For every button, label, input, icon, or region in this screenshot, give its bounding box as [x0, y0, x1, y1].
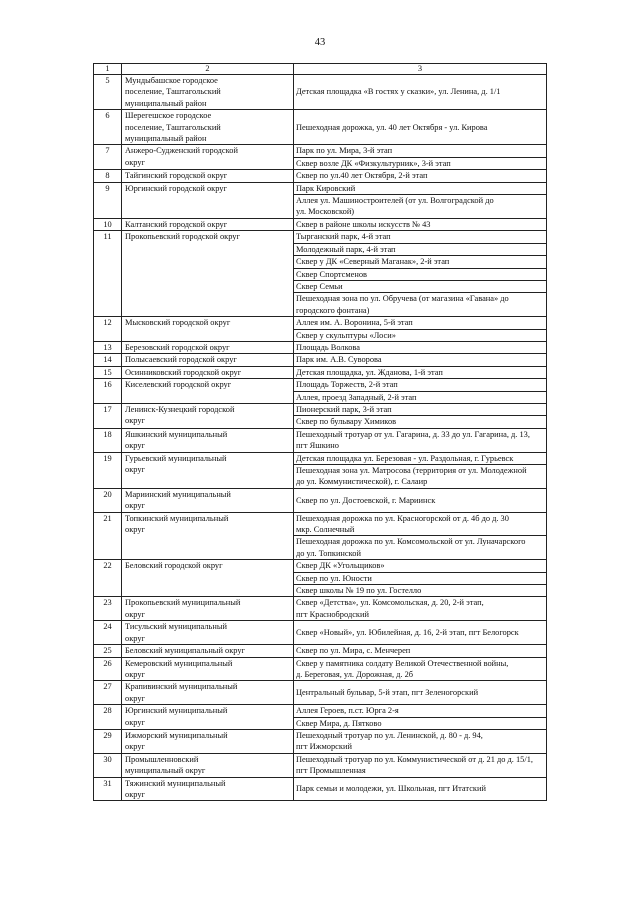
object-cell: Пешеходный тротуар по ул. Ленинской, д. 80 - д. 94, пгт Ижморский: [294, 729, 547, 753]
object-cell: Пешеходная дорожка по ул. Красногорской от д. 4б до д. 30 мкр. Солнечный: [294, 512, 547, 536]
table-row: [94, 597, 547, 621]
municipality-cell: Ижморский муниципальный округ: [122, 729, 294, 753]
row-number: 25: [94, 645, 122, 657]
row-number: 28: [94, 705, 122, 730]
object-cell: Пешеходный тротуар от ул. Гагарина, д. 33 до ул. Гагарина, д. 13, пгт Яшкино: [294, 428, 547, 452]
object-cell: Аллея Героев, п.ст. Юрга 2-я: [294, 705, 547, 717]
table-row: [94, 231, 547, 243]
object-cell: Сквер по ул.40 лет Октября, 2-й этап: [294, 170, 547, 182]
object-cell: Сквер ДК «Угольщиков»: [294, 560, 547, 572]
page-number: 43: [314, 37, 326, 48]
municipality-cell: Ленинск-Кузнецкий городской округ: [122, 403, 294, 428]
municipality-cell: Тайгинский городской округ: [122, 170, 294, 182]
object-cell: Сквер по бульвару Химиков: [294, 416, 547, 428]
municipality-cell: Осинниковский городской округ: [122, 366, 294, 378]
table-row: [94, 452, 547, 464]
municipality-cell: Мысковский городской округ: [122, 317, 294, 342]
object-cell: Пешеходная зона по ул. Обручева (от магазина «Гавана» до городского фонтана): [294, 293, 547, 317]
object-cell: Аллея ул. Машиностроителей (от ул. Волгоградской до ул. Московской): [294, 195, 547, 219]
table-row: [94, 145, 547, 157]
municipality-cell: Беловский муниципальный округ: [122, 645, 294, 657]
object-cell: Сквер «Новый», ул. Юбилейная, д. 16, 2-й этап, пгт Белогорск: [294, 621, 547, 645]
object-cell: Тырганский парк, 4-й этап: [294, 231, 547, 243]
row-number: 16: [94, 379, 122, 404]
row-number: 24: [94, 621, 122, 645]
municipality-cell: Мариинский муниципальный округ: [122, 488, 294, 512]
municipality-cell: Крапивинский муниципальный округ: [122, 681, 294, 705]
municipality-cell: Промышленновский муниципальный округ: [122, 753, 294, 777]
municipality-cell: Топкинский муниципальный округ: [122, 512, 294, 560]
object-cell: Сквер Семьи: [294, 280, 547, 292]
municipality-cell: Киселевский городской округ: [122, 379, 294, 404]
row-number: 8: [94, 170, 122, 182]
object-cell: Сквер у скульптуры «Лоси»: [294, 329, 547, 341]
table-row: [94, 354, 547, 366]
table-row: [94, 657, 547, 681]
object-cell: Пешеходная дорожка, ул. 40 лет Октября - ул. Кирова: [294, 110, 547, 145]
table-row: [94, 341, 547, 353]
row-number: 17: [94, 403, 122, 428]
object-cell: Парк им. А.В. Суворова: [294, 354, 547, 366]
row-number: 14: [94, 354, 122, 366]
table-row: [94, 729, 547, 753]
table-row: [94, 317, 547, 329]
table-row: [94, 170, 547, 182]
row-number: 6: [94, 110, 122, 145]
row-number: 12: [94, 317, 122, 342]
row-number: 5: [94, 75, 122, 110]
objects-table: [93, 63, 547, 801]
municipality-cell: Прокопьевский городской округ: [122, 231, 294, 317]
object-cell: Пешеходный тротуар по ул. Коммунистической от д. 21 до д. 15/1, пгт Промышленная: [294, 753, 547, 777]
row-number: 18: [94, 428, 122, 452]
object-cell: Сквер по ул. Юности: [294, 572, 547, 584]
row-number: 22: [94, 560, 122, 597]
object-cell: Сквер по ул. Мира, с. Менчереп: [294, 645, 547, 657]
object-cell: Площадь Торжеств, 2-й этап: [294, 379, 547, 391]
table-row: [94, 560, 547, 572]
object-cell: Аллея, проезд Западный, 2-й этап: [294, 391, 547, 403]
object-cell: Сквер школы № 19 по ул. Гостелло: [294, 585, 547, 597]
municipality-cell: Беловский городской округ: [122, 560, 294, 597]
object-cell: Сквер у ДК «Северный Маганак», 2-й этап: [294, 256, 547, 268]
municipality-cell: Калтанский городской округ: [122, 218, 294, 230]
object-cell: Парк семьи и молодежи, ул. Школьная, пгт Итатский: [294, 777, 547, 801]
table-row: [94, 681, 547, 705]
object-cell: Сквер возле ДК «Физкультурник», 3-й этап: [294, 157, 547, 169]
row-number: 19: [94, 452, 122, 488]
row-number: 9: [94, 182, 122, 218]
row-number: 11: [94, 231, 122, 317]
municipality-cell: Юргинский муниципальный округ: [122, 705, 294, 730]
row-number: 31: [94, 777, 122, 801]
object-cell: Пионерский парк, 3-й этап: [294, 403, 547, 415]
municipality-cell: Тисульский муниципальный округ: [122, 621, 294, 645]
header-cell: 3: [294, 64, 547, 75]
table-row: [94, 182, 547, 194]
object-cell: Центральный бульвар, 5-й этап, пгт Зеленогорский: [294, 681, 547, 705]
object-cell: Площадь Волкова: [294, 341, 547, 353]
table-row: [94, 512, 547, 536]
municipality-cell: Полысаевский городской округ: [122, 354, 294, 366]
row-number: 10: [94, 218, 122, 230]
header-cell: 2: [122, 64, 294, 75]
object-cell: Сквер Мира, д. Пятково: [294, 717, 547, 729]
table-row: [94, 621, 547, 645]
municipality-cell: Березовский городской округ: [122, 341, 294, 353]
row-number: 15: [94, 366, 122, 378]
municipality-cell: Мундыбашское городское поселение, Таштагольский муниципальный район: [122, 75, 294, 110]
row-number: 30: [94, 753, 122, 777]
table-row: [94, 705, 547, 717]
object-cell: Детская площадка, ул. Жданова, 1-й этап: [294, 366, 547, 378]
municipality-cell: Кемеровский муниципальный округ: [122, 657, 294, 681]
municipality-cell: Тяжинский муниципальный округ: [122, 777, 294, 801]
table-row: [94, 403, 547, 415]
municipality-cell: Прокопьевский муниципальный округ: [122, 597, 294, 621]
object-cell: Сквер Спортсменов: [294, 268, 547, 280]
table-row: [94, 366, 547, 378]
municipality-cell: Гурьевский муниципальный округ: [122, 452, 294, 488]
object-cell: Сквер у памятника солдату Великой Отечественной войны, д. Береговая, ул. Дорожная, д. 2б: [294, 657, 547, 681]
row-number: 13: [94, 341, 122, 353]
object-cell: Сквер по ул. Достоевской, г. Мариинск: [294, 488, 547, 512]
object-cell: Аллея им. А. Воронина, 5-й этап: [294, 317, 547, 329]
table-row: [94, 428, 547, 452]
header-row: [94, 64, 547, 75]
row-number: 26: [94, 657, 122, 681]
object-cell: Пешеходная дорожка по ул. Комсомольской от ул. Луначарского до ул. Топкинской: [294, 536, 547, 560]
row-number: 29: [94, 729, 122, 753]
object-cell: Сквер в районе школы искусств № 43: [294, 218, 547, 230]
municipality-cell: Яшкинский муниципальный округ: [122, 428, 294, 452]
object-cell: Пешеходная зона ул. Матросова (территория от ул. Молодежной до ул. Коммунистической), г. Салаир: [294, 465, 547, 489]
row-number: 20: [94, 488, 122, 512]
table-row: [94, 645, 547, 657]
row-number: 27: [94, 681, 122, 705]
municipality-cell: Шерегешское городское поселение, Таштагольский муниципальный район: [122, 110, 294, 145]
municipality-cell: Юргинский городской округ: [122, 182, 294, 218]
object-cell: Молодежный парк, 4-й этап: [294, 243, 547, 255]
table-row: [94, 777, 547, 801]
table-row: [94, 75, 547, 110]
row-number: 23: [94, 597, 122, 621]
row-number: 21: [94, 512, 122, 560]
table-row: [94, 379, 547, 391]
object-cell: Детская площадка «В гостях у сказки», ул. Ленина, д. 1/1: [294, 75, 547, 110]
object-cell: Детская площадка ул. Березовая - ул. Раздольная, г. Гурьевск: [294, 452, 547, 464]
table-row: [94, 488, 547, 512]
object-cell: Парк Кировский: [294, 182, 547, 194]
object-cell: Парк по ул. Мира, 3-й этап: [294, 145, 547, 157]
object-cell: Сквер «Детства», ул. Комсомольская, д. 20, 2-й этап, пгт Краснобродский: [294, 597, 547, 621]
table-row: [94, 110, 547, 145]
table-row: [94, 753, 547, 777]
municipality-cell: Анжеро-Судженский городской округ: [122, 145, 294, 170]
row-number: 7: [94, 145, 122, 170]
header-cell: 1: [94, 64, 122, 75]
table-row: [94, 218, 547, 230]
